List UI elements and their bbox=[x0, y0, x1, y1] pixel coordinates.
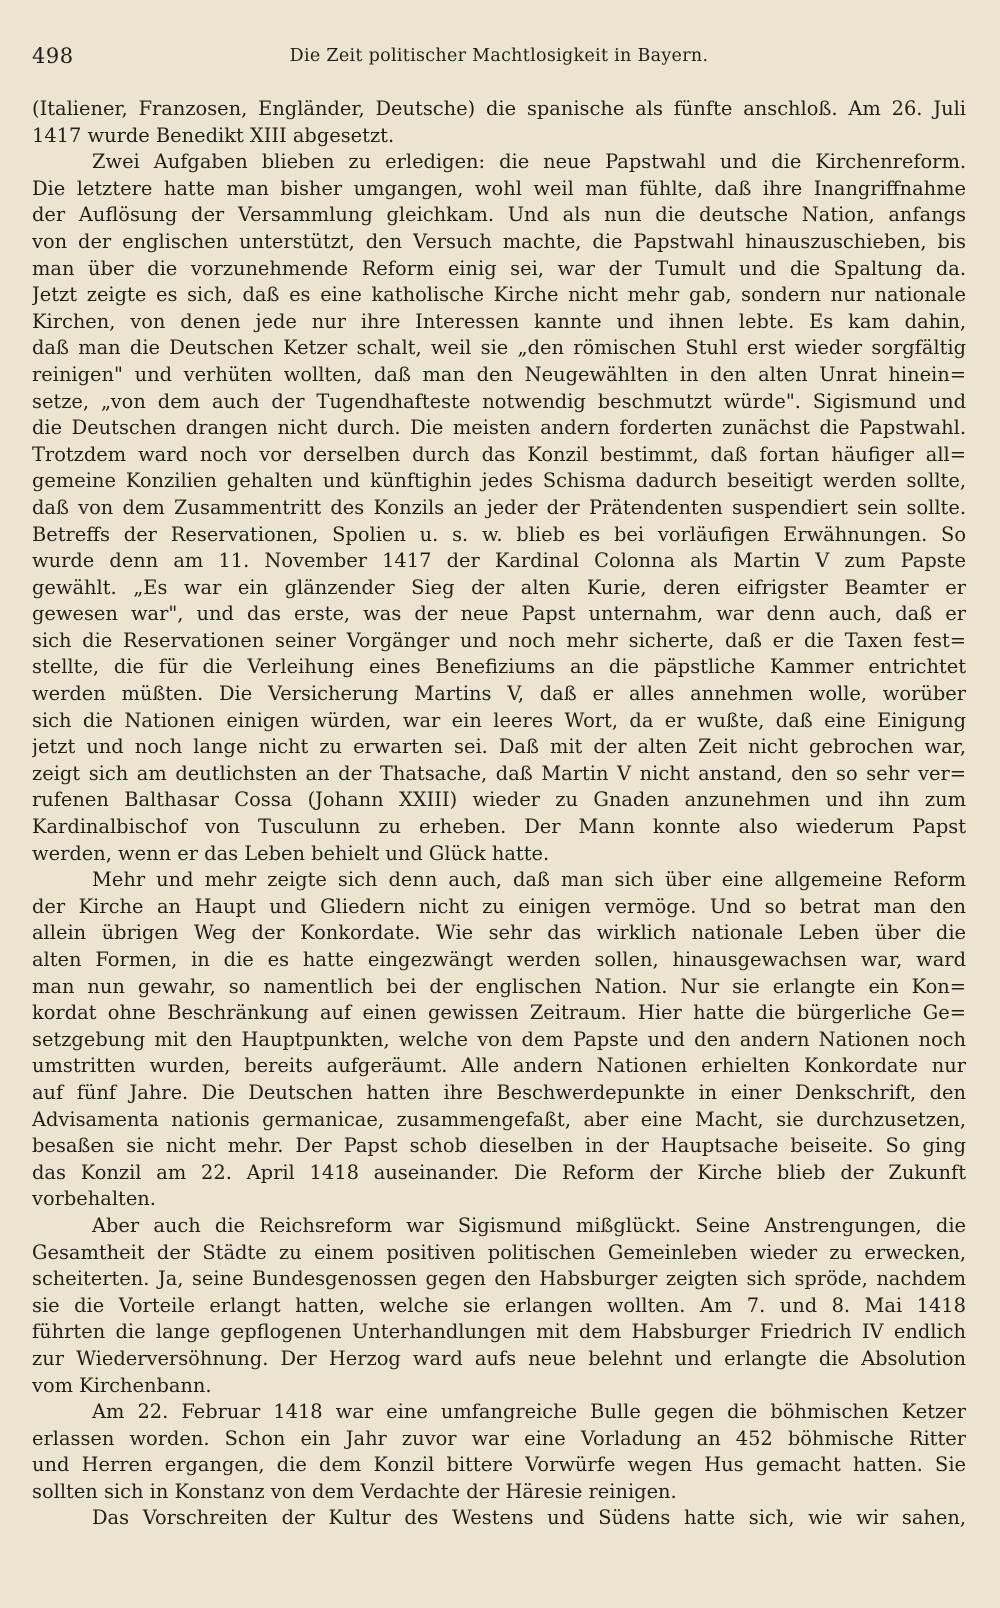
text-line: Betreffs der Reservationen, Spolien u. s. w. blieb es bei vorläufigen Erwähnungen. So bbox=[32, 522, 966, 546]
text-line: man über die vorzunehmende Reform einig sei, war der Tumult und die Spaltung da. bbox=[32, 256, 966, 280]
text-line: scheiterten. Ja, seine Bundesgenossen gegen den Habsburger zeigten sich spröde, nachdem bbox=[32, 1267, 966, 1291]
text-line: Die letztere hatte man bisher umgangen, wohl weil man fühlte, daß ihre Inangriffnahme bbox=[32, 176, 966, 200]
text-line: Jetzt zeigte es sich, daß es eine katholische Kirche nicht mehr gab, sondern nur nationale bbox=[32, 283, 966, 307]
text-line: stellte, die für die Verleihung eines Benefiziums an die päpstliche Kammer entrichtet bbox=[32, 655, 966, 679]
text-line: Zwei Aufgaben blieben zu erledigen: die neue Papstwahl und die Kirchenreform. bbox=[92, 150, 966, 174]
text-line: setzgebung mit den Hauptpunkten, welche von dem Papste und den andern Nationen noch bbox=[32, 1027, 966, 1051]
text-line: und Herren ergangen, die dem Konzil bittere Vorwürfe wegen Hus gemacht hatten. Sie bbox=[32, 1453, 966, 1477]
text-line: kordat ohne Beschränkung auf einen gewissen Zeitraum. Hier hatte die bürgerliche Ge= bbox=[32, 1001, 966, 1025]
text-line: von der englischen unterstützt, den Versuch machte, die Papstwahl hinauszuschieben, bis bbox=[32, 229, 966, 253]
text-line: (Italiener, Franzosen, Engländer, Deutsche) die spanische als fünfte anschloß. Am 26. Juli bbox=[32, 97, 966, 120]
running-title: Die Zeit politischer Machtlosigkeit in Bayern. bbox=[289, 46, 709, 66]
text-line: sie die Vorteile erlangt hatten, welche sie erlangen wollten. Am 7. und 8. Mai 1418 bbox=[32, 1293, 966, 1317]
text-line: vorbehalten. bbox=[32, 1187, 156, 1211]
text-line: gemeine Konzilien gehalten und künftighin jedes Schisma dadurch beseitigt werden sollte, bbox=[32, 469, 966, 493]
text-line: daß von dem Zusammentritt des Konzils an jeder der Prätendenten suspendiert sein sollte. bbox=[32, 495, 966, 519]
text-line: vom Kirchenbann. bbox=[32, 1373, 212, 1397]
text-line: umstritten wurden, bereits aufgeräumt. Alle andern Nationen erhielten Konkordate nur bbox=[32, 1054, 966, 1078]
text-line: auf fünf Jahre. Die Deutschen hatten ihre Beschwerdepunkte in einer Denkschrift, den bbox=[32, 1080, 966, 1104]
text-line: sollten sich in Konstanz von dem Verdachte der Häresie reinigen. bbox=[32, 1479, 677, 1503]
text-line: sich die Nationen einigen würden, war ein leeres Wort, da er wußte, daß eine Einigung bbox=[32, 708, 966, 732]
text-line: daß man die Deutschen Ketzer schalt, weil sie „den römischen Stuhl erst wieder sorgfältig bbox=[32, 336, 966, 360]
text-line: 1417 wurde Benedikt XIII abgesetzt. bbox=[32, 123, 395, 147]
text-line: gewesen war", und das erste, was der neue Papst unternahm, war denn auch, daß er bbox=[32, 602, 966, 626]
text-line: Aber auch die Reichsreform war Sigismund mißglückt. Seine Anstrengungen, die bbox=[92, 1213, 966, 1237]
text-line: reinigen" und verhüten wollten, daß man den Neugewählten in den alten Unrat hinein= bbox=[32, 362, 966, 386]
text-line: Mehr und mehr zeigte sich denn auch, daß man sich über eine allgemeine Reform bbox=[92, 868, 966, 892]
page-number: 498 bbox=[32, 44, 74, 68]
text-line: wurde denn am 11. November 1417 der Kardinal Colonna als Martin V zum Papste bbox=[32, 549, 966, 573]
text-line: das Konzil am 22. April 1418 auseinander. Die Reform der Kirche blieb der Zukunft bbox=[32, 1160, 966, 1184]
text-line: werden müßten. Die Versicherung Martins V, daß er alles annehmen wolle, worüber bbox=[32, 682, 966, 706]
text-line: der Kirche an Haupt und Gliedern nicht zu einigen vermöge. Und so betrat man den bbox=[32, 894, 966, 918]
text-line: Am 22. Februar 1418 war eine umfangreiche Bulle gegen die böhmischen Ketzer bbox=[92, 1400, 966, 1424]
text-line: man nun gewahr, so namentlich bei der englischen Nation. Nur sie erlangte ein Kon= bbox=[32, 974, 966, 998]
text-line: Das Vorschreiten der Kultur des Westens und Südens hatte sich, wie wir sahen, bbox=[92, 1506, 966, 1530]
text-line: allein übrigen Weg der Konkordate. Wie sehr das wirklich nationale Leben über die bbox=[32, 921, 966, 945]
text-line: besaßen sie nicht mehr. Der Papst schob dieselben in der Hauptsache beiseite. So ging bbox=[32, 1134, 966, 1158]
text-line: zeigt sich am deutlichsten an der Thatsache, daß Martin V nicht anstand, den so sehr ver= bbox=[32, 761, 966, 785]
text-line: führten die lange gepflogenen Unterhandlungen mit dem Habsburger Friedrich IV endlich bbox=[32, 1320, 966, 1344]
body-text bbox=[32, 96, 966, 1532]
text-line: alten Formen, in die es hatte eingezwängt werden sollen, hinausgewachsen war, ward bbox=[32, 948, 966, 971]
text-line: Advisamenta nationis germanicae, zusammengefaßt, aber eine Macht, sie durchzusetzen, bbox=[32, 1107, 966, 1131]
text-line: Gesamtheit der Städte zu einem positiven politischen Gemeinleben wieder zu erwecken, bbox=[32, 1240, 966, 1264]
text-line: die Deutschen drangen nicht durch. Die meisten andern forderten zunächst die Papstwahl. bbox=[32, 416, 966, 440]
text-line: rufenen Balthasar Cossa (Johann XXIII) wieder zu Gnaden anzunehmen und ihn zum bbox=[32, 788, 966, 812]
text-line: jetzt und noch lange nicht zu erwarten sei. Daß mit der alten Zeit nicht gebrochen war, bbox=[32, 735, 966, 759]
text-line: Kardinalbischof von Tusculunn zu erheben. Der Mann konnte also wiederum Papst bbox=[32, 815, 966, 839]
page-header bbox=[32, 44, 966, 74]
text-line: sich die Reservationen seiner Vorgänger und noch mehr sicherte, daß er die Taxen fest= bbox=[32, 628, 966, 652]
text-line: werden, wenn er das Leben behielt und Glück hatte. bbox=[32, 841, 550, 865]
text-line: Trotzdem ward noch vor derselben durch das Konzil bestimmt, daß fortan häufiger all= bbox=[32, 442, 966, 466]
text-line: zur Wiederversöhnung. Der Herzog ward aufs neue belehnt und erlangte die Absolution bbox=[32, 1346, 966, 1370]
text-line: erlassen worden. Schon ein Jahr zuvor war eine Vorladung an 452 böhmische Ritter bbox=[32, 1426, 966, 1450]
text-line: Kirchen, von denen jede nur ihre Interessen kannte und ihnen lebte. Es kam dahin, bbox=[32, 309, 966, 333]
text-line: gewählt. „Es war ein glänzender Sieg der alten Kurie, deren eifrigster Beamter er bbox=[32, 575, 966, 599]
text-line: setze, „von dem auch der Tugendhafteste notwendig beschmutzt würde". Sigismund und bbox=[32, 389, 966, 413]
text-line: der Auflösung der Versammlung gleichkam. Und als nun die deutsche Nation, anfangs bbox=[32, 203, 966, 227]
